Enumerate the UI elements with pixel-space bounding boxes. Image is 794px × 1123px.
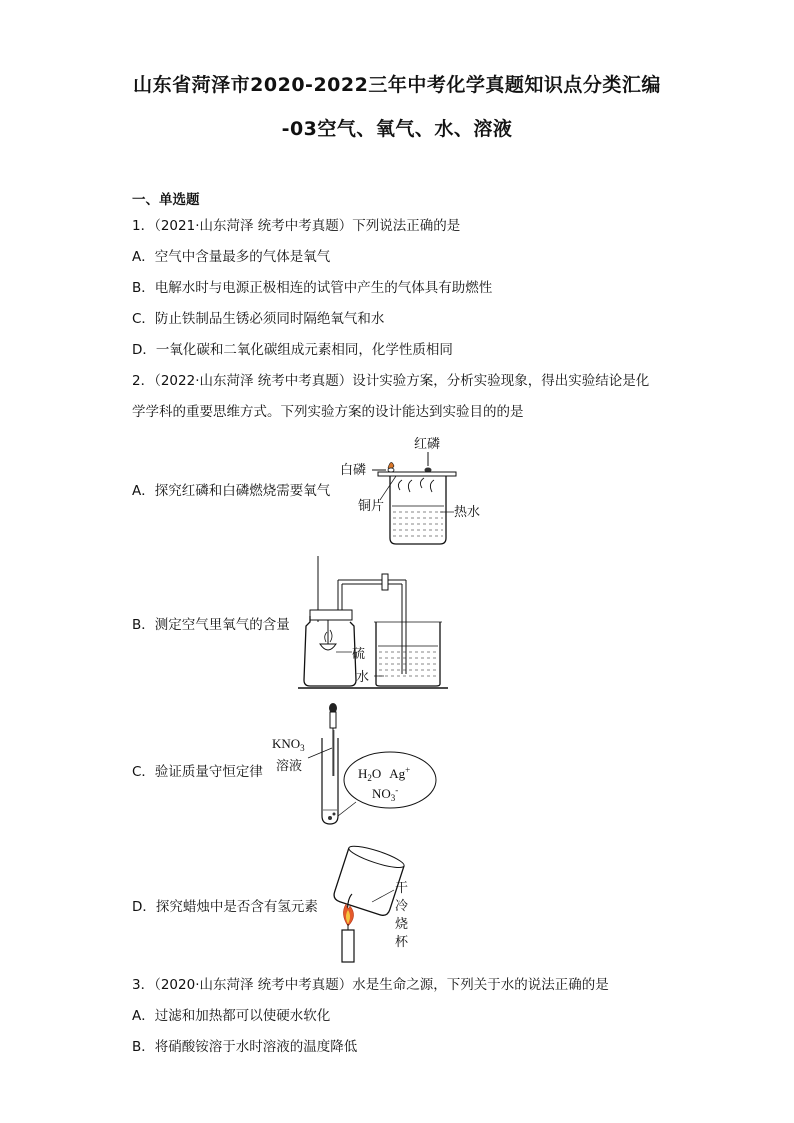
question-2-stem-line1: 2．（2022·山东菏泽 统考中考真题）设计实验方案，分析实验现象，得出实验结论是化: [132, 373, 650, 389]
mass-conservation-figure: [268, 698, 438, 832]
label-cup-char4: 杯: [395, 935, 409, 950]
question-1-option-b: B．电解水时与电源正极相连的试管中产生的气体具有助燃性: [132, 280, 493, 296]
question-2-stem-line2: 学学科的重要思维方式。下列实验方案的设计能达到实验目的的是: [132, 404, 524, 420]
phosphorus-combustion-figure: [336, 430, 496, 550]
question-2-option-b: B．测定空气里氧气的含量: [132, 617, 290, 633]
document-title-line1: 山东省菏泽市2020-2022三年中考化学真题知识点分类汇编: [133, 74, 661, 96]
label-cup-char2: 冷: [395, 899, 409, 914]
section-heading: 一、单选题: [132, 192, 200, 208]
label-solution: 溶液: [276, 759, 303, 774]
label-white-phosphorus: 白磷: [340, 463, 367, 478]
label-no3: $NO_3^-$: [372, 785, 399, 803]
candle-cold-beaker-figure: [318, 840, 418, 964]
oxygen-content-apparatus-figure: [296, 552, 456, 692]
question-1-option-a: A．空气中含量最多的气体是氧气: [132, 249, 331, 265]
question-1-stem: 1．（2021·山东菏泽 统考中考真题）下列说法正确的是: [132, 218, 461, 234]
label-water: 水: [356, 670, 370, 685]
question-3-option-a: A．过滤和加热都可以使硬水软化: [132, 1008, 331, 1024]
question-2-option-c: C．验证质量守恒定律: [132, 764, 263, 780]
label-kno3: $KNO_3$: [272, 736, 305, 753]
label-cup-char3: 烧: [395, 917, 409, 932]
question-1-option-d: D．一氧化碳和二氧化碳组成元素相同，化学性质相同: [132, 342, 453, 358]
label-hot-water: 热水: [454, 505, 481, 520]
document-title-line2: -03空气、氧气、水、溶液: [281, 118, 513, 140]
label-h2o-ag: $H_2O$ Ag+: [358, 765, 411, 783]
label-cup-char1: 干: [395, 881, 409, 896]
question-3-stem: 3．（2020·山东菏泽 统考中考真题）水是生命之源，下列关于水的说法正确的是: [132, 977, 609, 993]
question-3-option-b: B．将硝酸铵溶于水时溶液的温度降低: [132, 1039, 358, 1055]
label-copper-sheet: 铜片: [358, 499, 385, 514]
label-red-phosphorus: 红磷: [414, 437, 441, 452]
question-2-option-a: A．探究红磷和白磷燃烧需要氧气: [132, 483, 331, 499]
label-sulfur: 硫: [352, 647, 366, 662]
question-1-option-c: C．防止铁制品生锈必须同时隔绝氧气和水: [132, 311, 385, 327]
question-2-option-d: D．探究蜡烛中是否含有氢元素: [132, 899, 318, 915]
